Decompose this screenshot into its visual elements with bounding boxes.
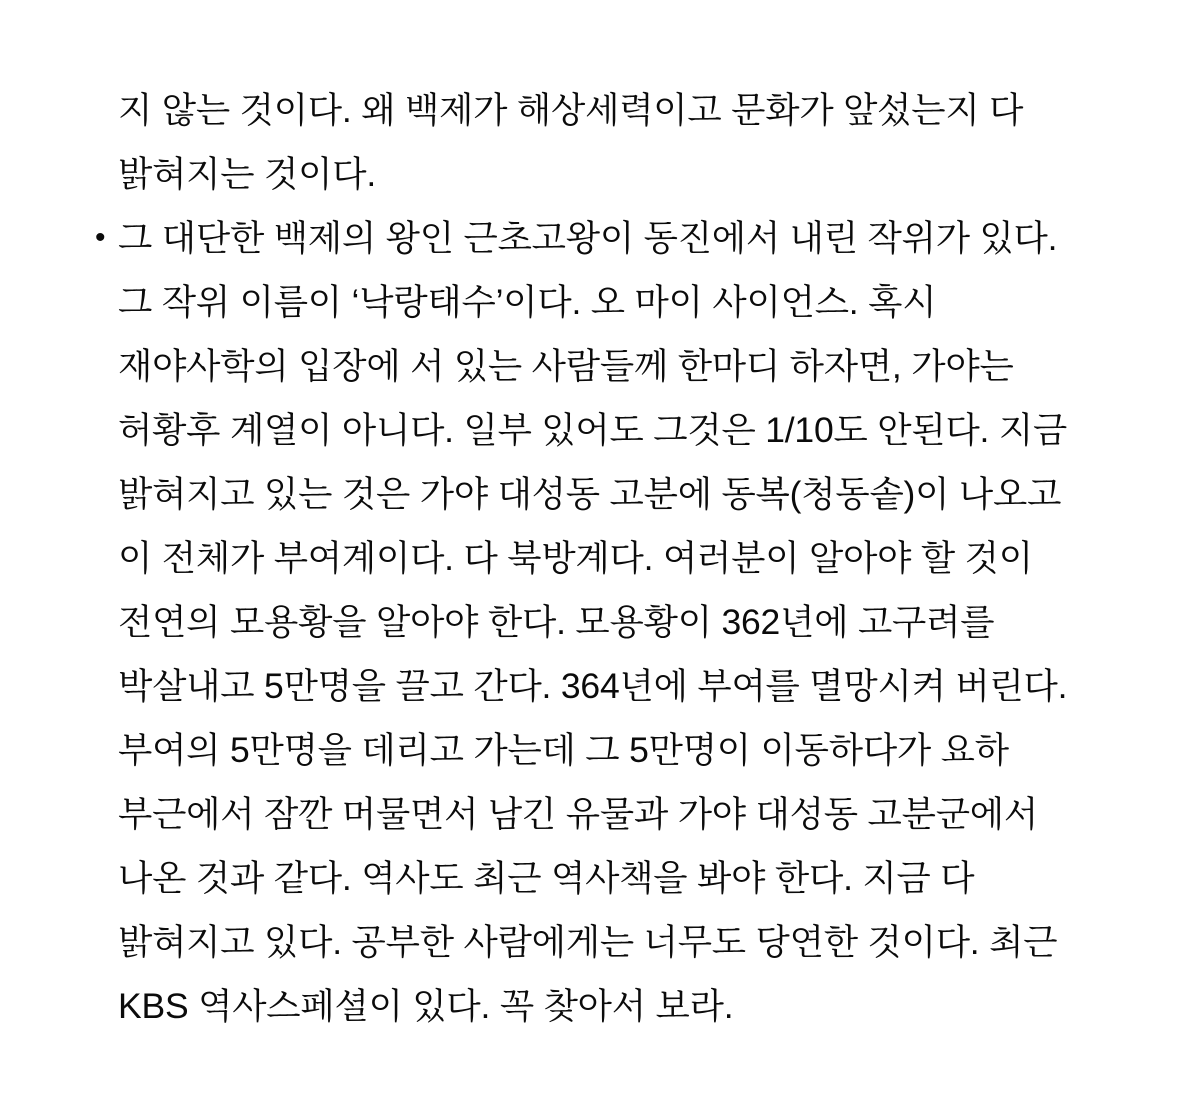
bullet-icon: •: [95, 221, 106, 254]
paragraph-2: [90, 206, 1100, 1038]
paragraph-1-text: 지 않는 것이다. 왜 백제가 해상세력이고 문화가 앞섰는지 다 밝혀지는 것이다.: [118, 90, 1024, 194]
paragraph-1: [90, 78, 1100, 206]
paragraph-2-text: 그 대단한 백제의 왕인 근초고왕이 동진에서 내린 작위가 있다. 그 작위 이름이 ‘낙랑태수’이다. 오 마이 사이언스. 혹시 재야사학의 입장에 서 있는 사람들께 한마디 하자면, 가야는 허황후 계열이 아니다. 일부 있어도 그것은 1/10도 안된다. 지금 밝혀지고 있는 것은 가야 대성동 고분에 동복(청동솥)이 나오고 이 전체가 부여계이다. 다 북방계다. 여러분이 알아야 할 것이 전연의 모용황을 알아야 한다. 모용황이 362년에 고구려를 박살내고 5만명을 끌고 간다. 364년에 부여를 멸망시켜 버린다. 부여의 5만명을 데리고 가는데 그 5만명이 이동하다가 요하 부근에서 잠깐 머물면서 남긴 유물과 가야 대성동 고분군에서 나온 것과 같다. 역사도 최근 역사책을 봐야 한다. 지금 다 밝혀지고 있다. 공부한 사람에게는 너무도 당연한 것이다. 최근 KBS 역사스페셜이 있다. 꼭 찾아서 보라.: [118, 218, 1068, 1026]
text-block: [90, 78, 1100, 1038]
